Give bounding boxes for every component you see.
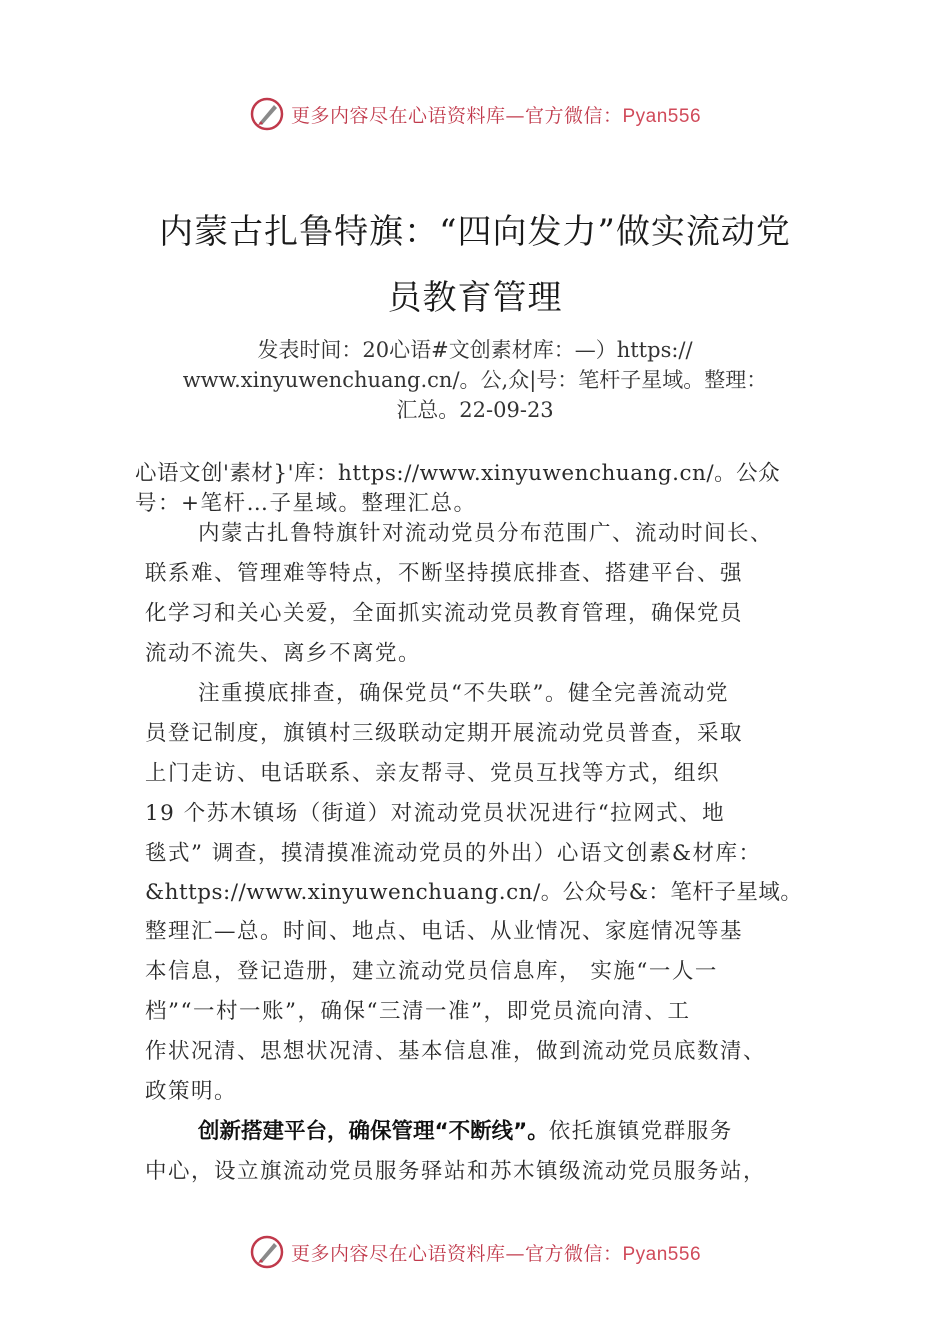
body-line: 毯式” 调查，摸清摸准流动党员的外出）心语文创素&材库：: [145, 841, 762, 866]
body-line: &https://www.xinyuwenchuang.cn/。公众号&：笔杆子星域。: [145, 880, 803, 905]
body-line: 内蒙古扎鲁特旗针对流动党员分布范围广、流动时间长、: [198, 521, 774, 546]
body-line: 作状况清、思想状况清、基本信息准，做到流动党员底数清、: [145, 1039, 767, 1064]
body-line: 19 个苏木镇场（街道）对流动党员状况进行“拉网式、地: [145, 801, 726, 826]
body-line: 联系难、管理难等特点，不断坚持摸底排查、搭建平台、强: [145, 561, 744, 586]
body-line: 心语文创'素材}'库：https://www.xinyuwenchuang.cn/。公众: [135, 461, 781, 486]
banner-text: 更多内容尽在心语资料库—官方微信：Pyan556: [290, 1242, 702, 1265]
body-line: 上门走访、电话联系、亲友帮寻、党员互找等方式，组织: [145, 761, 721, 786]
body-line: 本信息，登记造册，建立流动党员信息库， 实施“一人一: [145, 959, 718, 984]
body-line: 整理汇—总。时间、地点、电话、从业情况、家庭情况等基: [145, 919, 744, 944]
header-banner: [0, 94, 950, 134]
body-line: 政策明。: [145, 1079, 238, 1104]
meta-line-3: 汇总。22-09-23: [396, 398, 554, 422]
body-line: 员登记制度，旗镇村三级联动定期开展流动党员普查，采取: [145, 721, 744, 746]
footer-banner: [0, 1232, 950, 1272]
pen-logo-icon: [249, 1234, 285, 1270]
meta-line-2: www.xinyuwenchuang.cn/。公,众|号：笔杆子星域。整理：: [182, 368, 768, 392]
banner-text: 更多内容尽在心语资料库—官方微信：Pyan556: [290, 104, 702, 127]
article-title-line-1: 内蒙古扎鲁特旗：“四向发力”做实流动党: [159, 212, 791, 252]
article-title-line-2: 员教育管理: [387, 278, 563, 318]
body-line: 中心，设立旗流动党员服务驿站和苏木镇级流动党员服务站，: [145, 1159, 767, 1184]
section-heading: 创新搭建平台，确保管理“不断线”。: [198, 1119, 549, 1144]
body-line: [198, 1114, 733, 1145]
body-line: 档”“一村一账”，确保“三清一准”，即党员流向清、工: [145, 999, 691, 1024]
body-text: 依托旗镇党群服务: [548, 1119, 733, 1144]
meta-line-1: 发表时间：20心语#文创素材库：—）https://: [257, 338, 693, 362]
body-line: 号：+笔杆…子星域。整理汇总。: [135, 491, 477, 516]
pen-logo-icon: [249, 96, 285, 132]
body-line: 注重摸底排查，确保党员“不失联”。健全完善流动党: [198, 681, 729, 706]
body-line: 流动不流失、离乡不离党。: [145, 641, 422, 666]
body-line: 化学习和关心关爱，全面抓实流动党员教育管理，确保党员: [145, 601, 744, 626]
